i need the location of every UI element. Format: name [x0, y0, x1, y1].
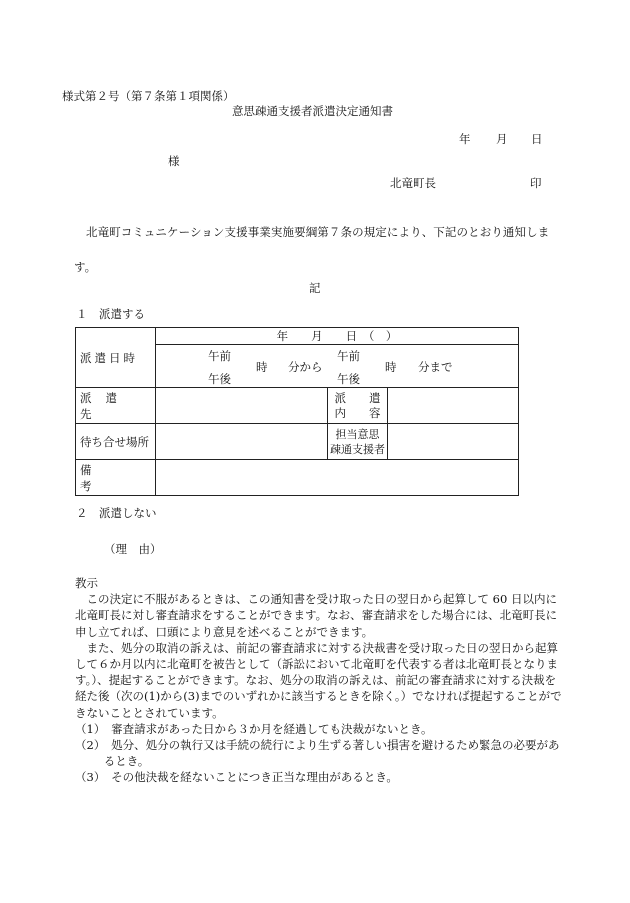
end-pm: 午後: [337, 372, 360, 386]
date-day: 日: [531, 132, 543, 146]
row-label-remarks: 備考: [76, 460, 156, 496]
ki-heading: 記: [309, 281, 321, 295]
issuer-name: 北竜町長: [390, 176, 436, 190]
body-text-line1: 北竜町コミュニケーション支援事業実施要綱第７条の規定により、下記のとおり通知しま: [86, 225, 550, 239]
date-header: 年 月 日 （ ）: [276, 329, 398, 343]
start-am: 午前: [208, 349, 231, 363]
row-label-destination: 派遣先: [76, 388, 156, 424]
supporter-label: 担当意思 疎通支援者: [328, 424, 388, 460]
dispatch-table: [75, 327, 519, 496]
remarks-value[interactable]: [156, 460, 519, 496]
time-cell: [156, 345, 519, 388]
end-am: 午前: [337, 349, 360, 363]
notice-item-2: （2） 処分、処分の執行又は手続の続行により生ずる著しい損害を避けるため緊急の必要があるとき。: [75, 738, 560, 769]
notice-item-3: （3） その他決裁を経ないことにつき正当な理由があるとき。: [75, 770, 398, 785]
notice-item-1: （1） 審査請求があった日から３か月を経過しても決裁がないとき。: [75, 721, 433, 736]
date-year: 年: [459, 132, 471, 146]
notice-para1: この決定に不服があるときは、この通知書を受け取った日の翌日から起算して 60 日以内に北竜町長に対し審査請求をすることができます。なお、審査請求をした場合には、北竜町長に申し立てれば、口頭により意見を述べることができます。: [75, 592, 558, 639]
seal-mark: 印: [530, 176, 542, 190]
end-hour-unit: 時: [385, 360, 397, 374]
meeting-place-value[interactable]: [156, 424, 328, 460]
start-pm: 午後: [208, 372, 231, 386]
section-no-dispatch: ２ 派遣しない: [76, 506, 157, 520]
date-header-cell: [156, 328, 519, 345]
notice-para2: また、処分の取消の訴えは、前記の審査請求に対する決裁書を受け取った日の翌日から起算して６か月以内に北竜町を被告として（訴訟において北竜町を代表する者は北竜町長となります。）、提起することができます。なお、処分の取消の訴えは、前記の審査請求に対する決裁を経た後（次の(1)から(3)までのいずれかに該当するときを除く。）でなければ提起することができないこととされています。: [75, 640, 562, 720]
form-number: 様式第２号（第７条第１項関係）: [62, 89, 235, 103]
start-hour-unit: 時: [256, 360, 268, 374]
document-title: 意思疎通支援者派遣決定通知書: [232, 104, 393, 118]
dispatch-content-label: 派 遣 内 容: [328, 388, 388, 424]
end-minute-unit: 分まで: [418, 360, 453, 374]
section-dispatch: １ 派遣する: [76, 307, 145, 321]
start-minute-unit: 分から: [288, 360, 323, 374]
destination-value[interactable]: [156, 388, 328, 424]
notice-section: [75, 575, 567, 786]
notice-heading: 教示: [75, 576, 98, 590]
reason-label: （理 由）: [104, 542, 162, 556]
dispatch-content-value[interactable]: [388, 388, 519, 424]
addressee-suffix: 様: [168, 154, 180, 168]
body-text-line2: す。: [74, 260, 97, 274]
row-label-meeting-place: 待ち合せ場所: [76, 424, 156, 460]
supporter-value[interactable]: [388, 424, 519, 460]
date-month: 月: [496, 132, 508, 146]
row-label-datetime: 派遣日時: [76, 328, 156, 388]
